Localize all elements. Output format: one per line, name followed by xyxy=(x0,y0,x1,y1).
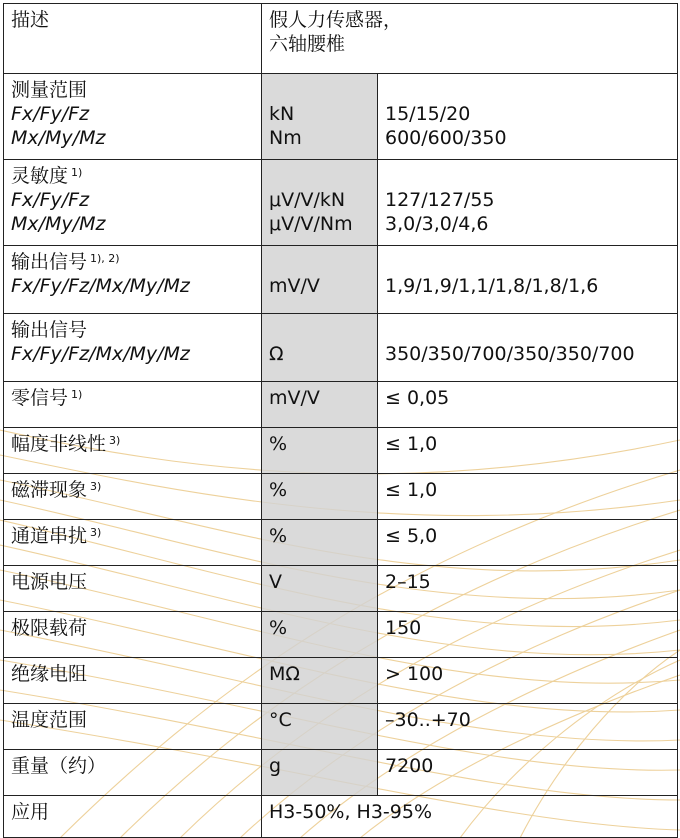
table-row-hysteresis xyxy=(4,474,678,520)
footnote-ref: 3) xyxy=(90,480,102,493)
nonlin-value: ≤ 1,0 xyxy=(385,433,438,455)
table-row-insulation xyxy=(4,658,678,704)
table-row-crosstalk xyxy=(4,520,678,566)
sensitivity-item: Mx/My/Mz xyxy=(11,213,106,235)
output1-label-cell xyxy=(4,246,262,314)
output2-unit-cell xyxy=(262,314,378,382)
zero-label-cell xyxy=(4,382,262,428)
range-value: 15/15/20 xyxy=(385,103,471,125)
table-row-application xyxy=(4,796,678,838)
range-unit: kN xyxy=(269,103,295,125)
sensitivity-unit-cell xyxy=(262,160,378,246)
temp-unit-cell xyxy=(262,704,378,750)
cross-unit: % xyxy=(269,525,288,547)
app-label-cell xyxy=(4,796,262,838)
weight-value: 7200 xyxy=(385,755,434,777)
range-value: 600/600/350 xyxy=(385,127,507,149)
weight-value-cell xyxy=(378,750,678,796)
sensitivity-unit: μV/V/Nm xyxy=(269,213,353,235)
sensitivity-item: Fx/Fy/Fz xyxy=(11,189,90,211)
footnote-ref: 1), 2) xyxy=(90,252,120,265)
temp-title: 温度范围 xyxy=(11,709,88,731)
limit-value: 150 xyxy=(385,617,422,639)
cross-label-cell xyxy=(4,520,262,566)
weight-unit: g xyxy=(269,755,282,777)
sensitivity-value: 127/127/55 xyxy=(385,189,495,211)
weight-title: 重量（约） xyxy=(11,755,107,777)
limit-value-cell xyxy=(378,612,678,658)
insul-value: > 100 xyxy=(385,663,444,685)
nonlin-unit: % xyxy=(269,433,288,455)
limit-unit-cell xyxy=(262,612,378,658)
table-row-zero-signal xyxy=(4,382,678,428)
hyst-label-cell xyxy=(4,474,262,520)
spec-table xyxy=(3,3,678,838)
insul-value-cell xyxy=(378,658,678,704)
output2-item: Fx/Fy/Fz/Mx/My/Mz xyxy=(11,343,190,365)
table-row-limit-load xyxy=(4,612,678,658)
header-label-cell xyxy=(4,4,262,74)
weight-label-cell xyxy=(4,750,262,796)
range-item: Mx/My/Mz xyxy=(11,127,106,149)
output2-value: 350/350/700/350/350/700 xyxy=(385,343,635,365)
table-row-sensitivity xyxy=(4,160,678,246)
table-row-supply-voltage xyxy=(4,566,678,612)
range-item: Fx/Fy/Fz xyxy=(11,103,90,125)
nonlin-unit-cell xyxy=(262,428,378,474)
cross-title: 通道串扰 xyxy=(11,525,88,547)
nonlin-title: 幅度非线性 xyxy=(11,433,107,455)
weight-unit-cell xyxy=(262,750,378,796)
zero-value: ≤ 0,05 xyxy=(385,387,450,409)
hyst-unit-cell xyxy=(262,474,378,520)
insul-label-cell xyxy=(4,658,262,704)
output2-title: 输出信号 xyxy=(11,319,88,341)
app-value-cell xyxy=(262,796,678,838)
supply-value: 2–15 xyxy=(385,571,431,593)
output1-item: Fx/Fy/Fz/Mx/My/Mz xyxy=(11,275,190,297)
supply-unit: V xyxy=(269,571,282,593)
hyst-title: 磁滞现象 xyxy=(11,479,88,501)
header-description-cell xyxy=(262,4,678,74)
output1-value-cell xyxy=(378,246,678,314)
output2-unit: Ω xyxy=(269,343,284,365)
temp-value-cell xyxy=(378,704,678,750)
cross-unit-cell xyxy=(262,520,378,566)
nonlin-label-cell xyxy=(4,428,262,474)
table-row-output-signal xyxy=(4,246,678,314)
hyst-value-cell xyxy=(378,474,678,520)
app-value: H3-50%, H3-95% xyxy=(269,801,433,823)
footnote-ref: 1) xyxy=(71,388,83,401)
output1-unit-cell xyxy=(262,246,378,314)
hyst-value: ≤ 1,0 xyxy=(385,479,438,501)
app-title: 应用 xyxy=(11,801,50,823)
header-description-line: 六轴腰椎 xyxy=(269,33,346,55)
insul-title: 绝缘电阻 xyxy=(11,663,88,685)
hyst-unit: % xyxy=(269,479,288,501)
output1-value: 1,9/1,9/1,1/1,8/1,8/1,6 xyxy=(385,275,599,297)
range-label-cell xyxy=(4,74,262,160)
cross-value-cell xyxy=(378,520,678,566)
header-label: 描述 xyxy=(11,9,50,31)
insul-unit-cell xyxy=(262,658,378,704)
table-row-header xyxy=(4,4,678,74)
range-value-cell xyxy=(378,74,678,160)
limit-unit: % xyxy=(269,617,288,639)
footnote-ref: 1) xyxy=(71,166,83,179)
table-row-range xyxy=(4,74,678,160)
sensitivity-unit: μV/V/kN xyxy=(269,189,346,211)
supply-title: 电源电压 xyxy=(11,571,88,593)
limit-title: 极限载荷 xyxy=(11,617,88,639)
table-row-nonlinearity xyxy=(4,428,678,474)
limit-label-cell xyxy=(4,612,262,658)
supply-unit-cell xyxy=(262,566,378,612)
output1-title: 输出信号 xyxy=(11,251,88,273)
range-unit: Nm xyxy=(269,127,302,149)
temp-label-cell xyxy=(4,704,262,750)
output2-value-cell xyxy=(378,314,678,382)
sensitivity-title: 灵敏度 xyxy=(11,165,69,187)
temp-value: –30..+70 xyxy=(385,709,471,731)
output1-unit: mV/V xyxy=(269,275,320,297)
footnote-ref: 3) xyxy=(109,434,121,447)
zero-unit-cell xyxy=(262,382,378,428)
temp-unit: °C xyxy=(269,709,292,731)
cross-value: ≤ 5,0 xyxy=(385,525,438,547)
insul-unit: MΩ xyxy=(269,663,300,685)
header-description-line: 假人力传感器， xyxy=(269,9,403,31)
sensitivity-label-cell xyxy=(4,160,262,246)
nonlin-value-cell xyxy=(378,428,678,474)
table-row-output-resistance xyxy=(4,314,678,382)
supply-value-cell xyxy=(378,566,678,612)
table-row-weight xyxy=(4,750,678,796)
zero-value-cell xyxy=(378,382,678,428)
zero-title: 零信号 xyxy=(11,387,69,409)
supply-label-cell xyxy=(4,566,262,612)
sensitivity-value: 3,0/3,0/4,6 xyxy=(385,213,489,235)
range-unit-cell xyxy=(262,74,378,160)
range-title: 测量范围 xyxy=(11,79,88,101)
table-row-temperature xyxy=(4,704,678,750)
output2-label-cell xyxy=(4,314,262,382)
zero-unit: mV/V xyxy=(269,387,320,409)
sensitivity-value-cell xyxy=(378,160,678,246)
footnote-ref: 3) xyxy=(90,526,102,539)
